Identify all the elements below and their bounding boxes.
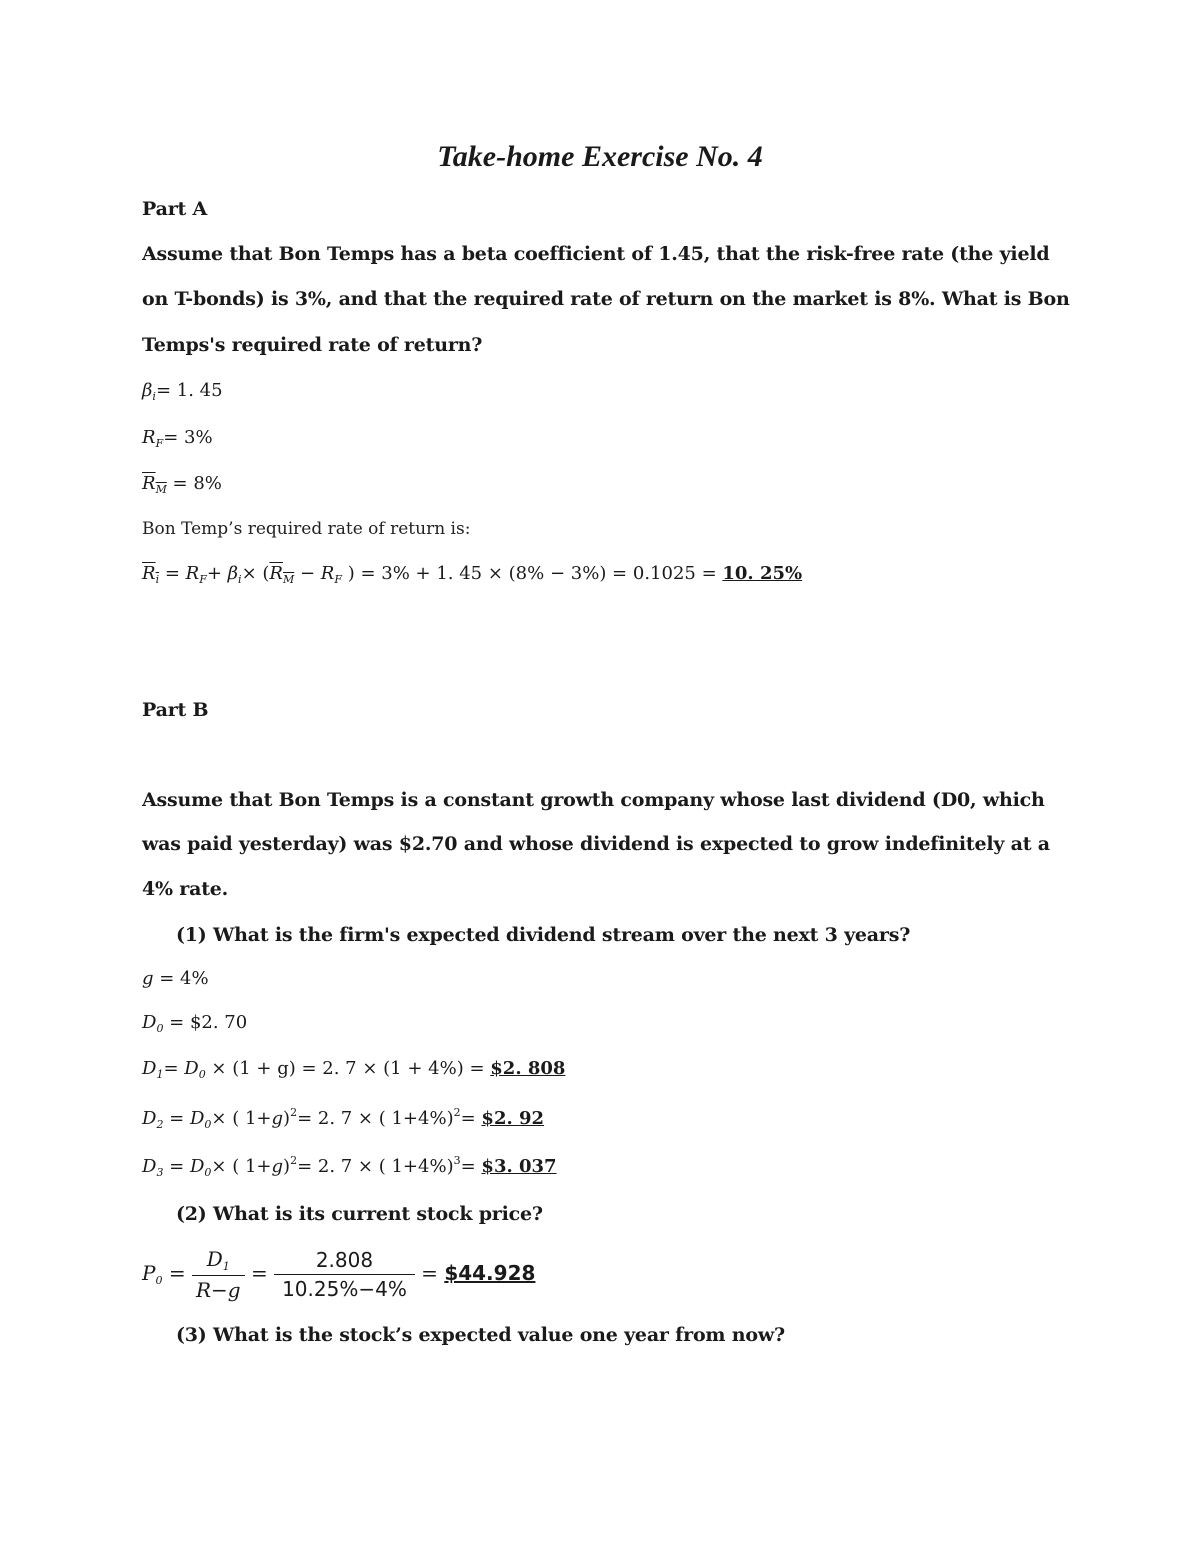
question-3: (3) What is the stock’s expected value one year from now? — [176, 1324, 785, 1346]
d3-expression: = 2. 7 × ( 1+4%) — [297, 1156, 454, 1177]
d0-value: = $2. 70 — [163, 1012, 248, 1033]
d0-line: $D_0$ = $2. 70 — [142, 1012, 248, 1035]
page-title: Take-home Exercise No. 4 — [437, 140, 763, 173]
g-value: = 4% — [153, 968, 209, 989]
question-2: (2) What is its current stock price? — [176, 1203, 543, 1225]
d2-answer: $2. 92 — [481, 1108, 545, 1129]
part-a-answer-intro: Bon Temp’s required rate of return is: — [142, 519, 471, 539]
part-a-answer: 10. 25% — [722, 563, 803, 584]
d1-answer: $2. 808 — [490, 1058, 566, 1079]
part-a-question-line-3: Temps's required rate of return? — [142, 334, 483, 356]
p0-fraction-2: $\frac{2.808}{10.25\%-4\%}$ — [274, 1248, 415, 1301]
part-b-question-line-1: Assume that Bon Temps is a constant growth company whose last dividend (D0, which — [142, 789, 1045, 811]
rm-value: = 8% — [166, 473, 222, 494]
d3-answer: $3. 037 — [481, 1156, 557, 1177]
rf-line: $R_F= 3\%$ — [142, 427, 213, 450]
capm-equation: $R_i = R_F+ \beta_i\times (R_M - R_F$ ) = 3% + 1. 45 × (8% − 3%) = 0.1025 = 10. 25% — [142, 563, 803, 586]
rf-value: = 3% — [163, 427, 213, 448]
capm-equation-rest: ) = 3% + 1. 45 × (8% − 3%) = 0.1025 = — [347, 563, 723, 584]
d1-line: $D_1= D_0 \times (1 + g) = 2$. 7 × (1 + 4%) = $2. 808 — [142, 1058, 566, 1081]
p0-answer: $44.928 — [444, 1261, 536, 1285]
d1-expression: × (1 + g) = 2. 7 × (1 + 4%) = — [205, 1058, 491, 1079]
part-a-heading: Part A — [142, 198, 208, 220]
beta-line: $\beta_i= 1$. 45 — [142, 380, 223, 403]
d3-line: $D_3 = D_0\times$ ( 1+g)$^2$= 2. 7 × ( 1+4%)$^3$= $3. 037 — [142, 1154, 557, 1179]
part-b-question-line-3: 4% rate. — [142, 878, 229, 900]
g-line: g = 4% — [142, 968, 209, 989]
beta-value: = 1. 45 — [155, 380, 223, 401]
part-b-heading: Part B — [142, 699, 209, 721]
part-a-question-line-2: on T-bonds) is 3%, and that the required rate of return on the market is 8%. What is Bon — [142, 288, 1070, 310]
p0-equation: $P_0$ = $\frac{D_1}{R-g}$ = $\frac{2.808}{10.25\%-4\%}$ = $44.928 — [142, 1247, 536, 1302]
rm-line: $R_M = 8\%$ — [142, 473, 222, 496]
question-1: (1) What is the firm's expected dividend stream over the next 3 years? — [176, 924, 911, 946]
d2-expression: = 2. 7 × ( 1+4%) — [297, 1108, 454, 1129]
p0-fraction-1: $\frac{D_1}{R-g}$ — [192, 1247, 245, 1302]
part-b-question-line-2: was paid yesterday) was $2.70 and whose dividend is expected to grow indefinitely at a — [142, 833, 1050, 855]
d2-line: $D_2 = D_0\times$ ( 1+g)$^2$= 2. 7 × ( 1+4%)$^2$= $2. 92 — [142, 1106, 545, 1131]
part-a-question-line-1: Assume that Bon Temps has a beta coefficient of 1.45, that the risk-free rate (the yield — [142, 243, 1050, 265]
